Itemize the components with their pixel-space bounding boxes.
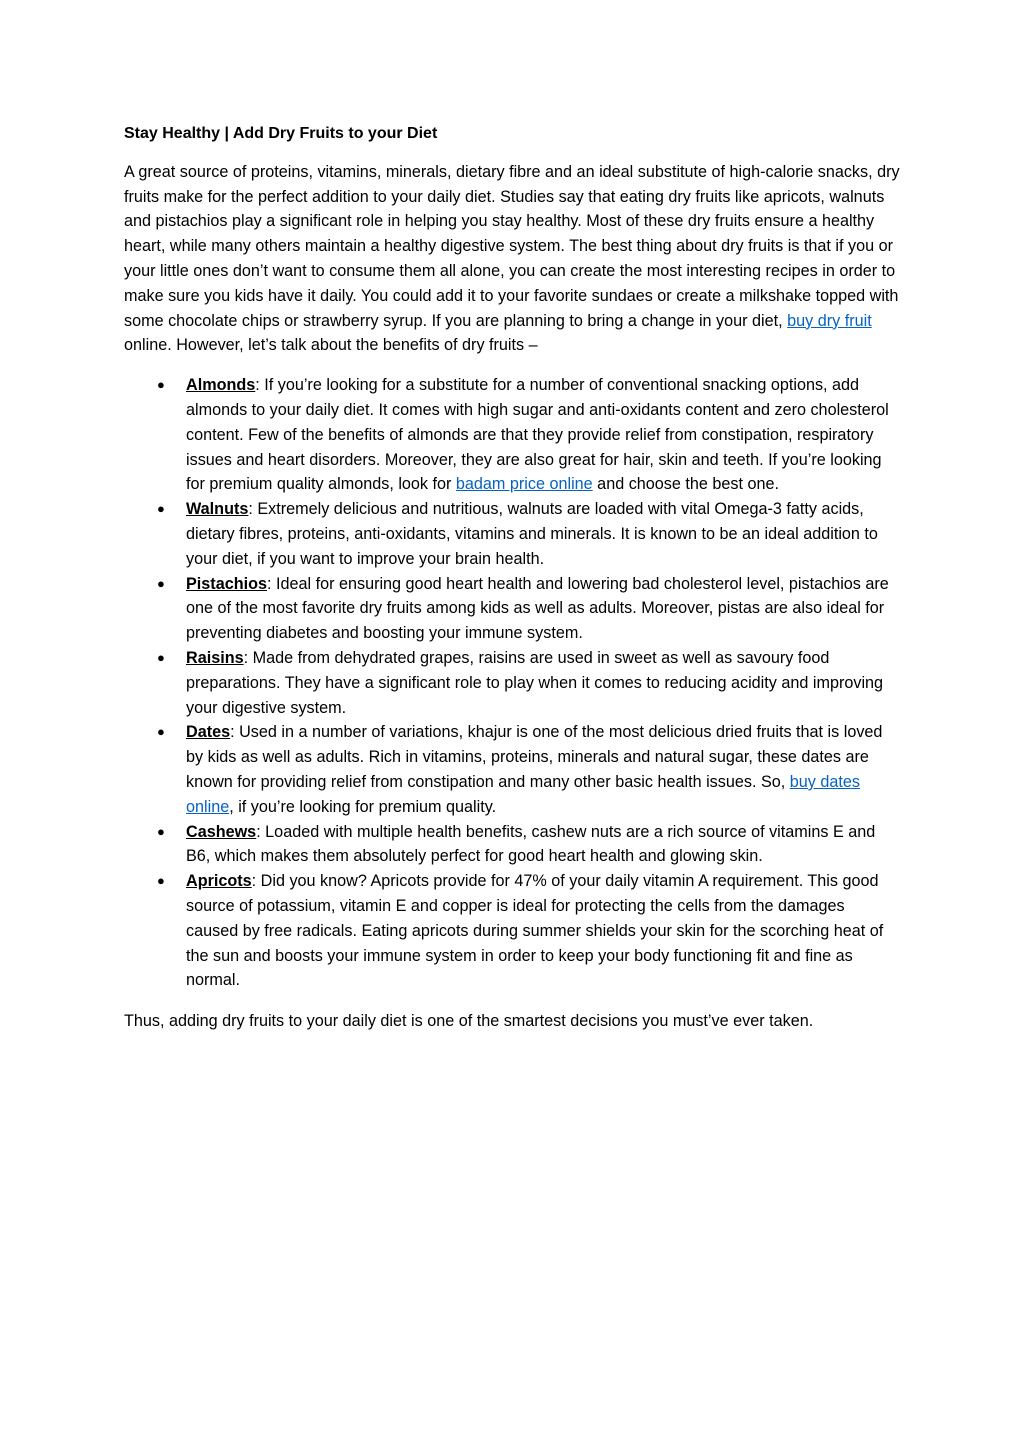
term-apricots: Apricots bbox=[186, 872, 252, 891]
buy-dry-fruit-link[interactable]: buy dry fruit bbox=[787, 311, 872, 330]
conclusion-paragraph: Thus, adding dry fruits to your daily diet is one of the smartest decisions you must’ve ever taken. bbox=[124, 1012, 814, 1031]
list-item-walnuts bbox=[124, 497, 900, 571]
intro-text: A great source of proteins, vitamins, minerals, dietary fibre and an ideal substitute of high-calorie snacks, dry fruits make for the perfect addition to your daily diet. Studies say that eating dry fruits like apricots, walnuts and pistachios play a significant role in helping you stay healthy. Most of these dry fruits ensure a healthy heart, while many others maintain a healthy digestive system. The best thing about dry fruits is that if you or your little ones don’t want to consume them all alone, you can create the most interesting recipes in order to make sure you kids have it daily. You could add it to your favorite sundaes or create a milkshake topped with some chocolate chips or strawberry syrup. If you are planning to bring a change in your diet, bbox=[124, 162, 900, 330]
intro-text-end: online. However, let’s talk about the benefits of dry fruits – bbox=[124, 336, 538, 355]
badam-price-online-link[interactable]: badam price online bbox=[455, 475, 593, 494]
bullet-icon: ● bbox=[157, 501, 165, 517]
list-item-dates bbox=[124, 720, 900, 819]
raisins-text: : Made from dehydrated grapes, raisins are used in sweet as well as savoury food preparations. They have a significant role to play when it comes to reducing acidity and improving your digestive system. bbox=[186, 648, 884, 717]
buy-dates-online-link[interactable]: buy dates online bbox=[186, 772, 860, 816]
cashews-text: : Loaded with multiple health benefits, cashew nuts are a rich source of vitamins E and B6, which makes them absolutely perfect for good heart health and glowing skin. bbox=[186, 822, 876, 866]
list-item-apricots bbox=[124, 869, 900, 993]
term-cashews: Cashews bbox=[186, 822, 257, 841]
list-item-pistachios bbox=[124, 572, 900, 646]
term-dates: Dates bbox=[186, 723, 231, 742]
dates-text-end: , if you’re looking for premium quality. bbox=[229, 797, 497, 816]
list-item-almonds bbox=[124, 373, 900, 497]
list-item-cashews bbox=[124, 820, 900, 870]
apricots-text: : Did you know? Apricots provide for 47% of your daily vitamin A requirement. This good source of potassium, vitamin E and copper is ideal for protecting the cells from the damages caused by free radicals. Eating apricots during summer shields your skin for the scorching heat of the sun and boosts your immune system in order to keep your body functioning fit and fine as normal. bbox=[186, 872, 884, 990]
dates-text: : Used in a number of variations, khajur is one of the most delicious dried fruits that is loved by kids as well as adults. Rich in vitamins, proteins, minerals and natural sugar, these dates are known for providing relief from constipation and many other basic health issues. So, bbox=[186, 723, 883, 791]
term-almonds: Almonds bbox=[186, 376, 256, 395]
bullet-icon: ● bbox=[157, 823, 165, 839]
benefits-list bbox=[124, 373, 900, 993]
intro-paragraph bbox=[124, 160, 900, 358]
document-page bbox=[124, 122, 900, 1049]
almonds-text-end: and choose the best one. bbox=[592, 475, 779, 494]
list-item-raisins bbox=[124, 646, 900, 720]
document-title: Stay Healthy | Add Dry Fruits to your Diet bbox=[124, 125, 438, 142]
term-raisins: Raisins bbox=[186, 648, 244, 667]
pistachios-text: : Ideal for ensuring good heart health and lowering bad cholesterol level, pistachios are one of the most favorite dry fruits among kids as well as adults. Moreover, pistas are also ideal for preventing diabetes and boosting your immune system. bbox=[186, 574, 889, 643]
bullet-icon: ● bbox=[157, 649, 165, 665]
bullet-icon: ● bbox=[157, 724, 165, 740]
bullet-icon: ● bbox=[157, 575, 165, 591]
walnuts-text: : Extremely delicious and nutritious, walnuts are loaded with vital Omega-3 fatty acids, dietary fibres, proteins, anti-oxidants, vitamins and minerals. It is known to be an ideal addition to your diet, if you want to improve your brain health. bbox=[186, 500, 878, 568]
bullet-icon: ● bbox=[157, 873, 165, 889]
term-pistachios: Pistachios bbox=[186, 574, 267, 593]
almonds-text: : If you’re looking for a substitute for a number of conventional snacking options, add almonds to your daily diet. It comes with high sugar and anti-oxidants content and zero cholesterol content. Few of the benefits of almonds are that they provide relief from constipation, respiratory issues and heart disorders. Moreover, they are also great for hair, skin and teeth. If you’re looking for premium quality almonds, look for bbox=[186, 376, 889, 494]
bullet-icon: ● bbox=[157, 377, 165, 393]
term-walnuts: Walnuts bbox=[186, 500, 249, 519]
